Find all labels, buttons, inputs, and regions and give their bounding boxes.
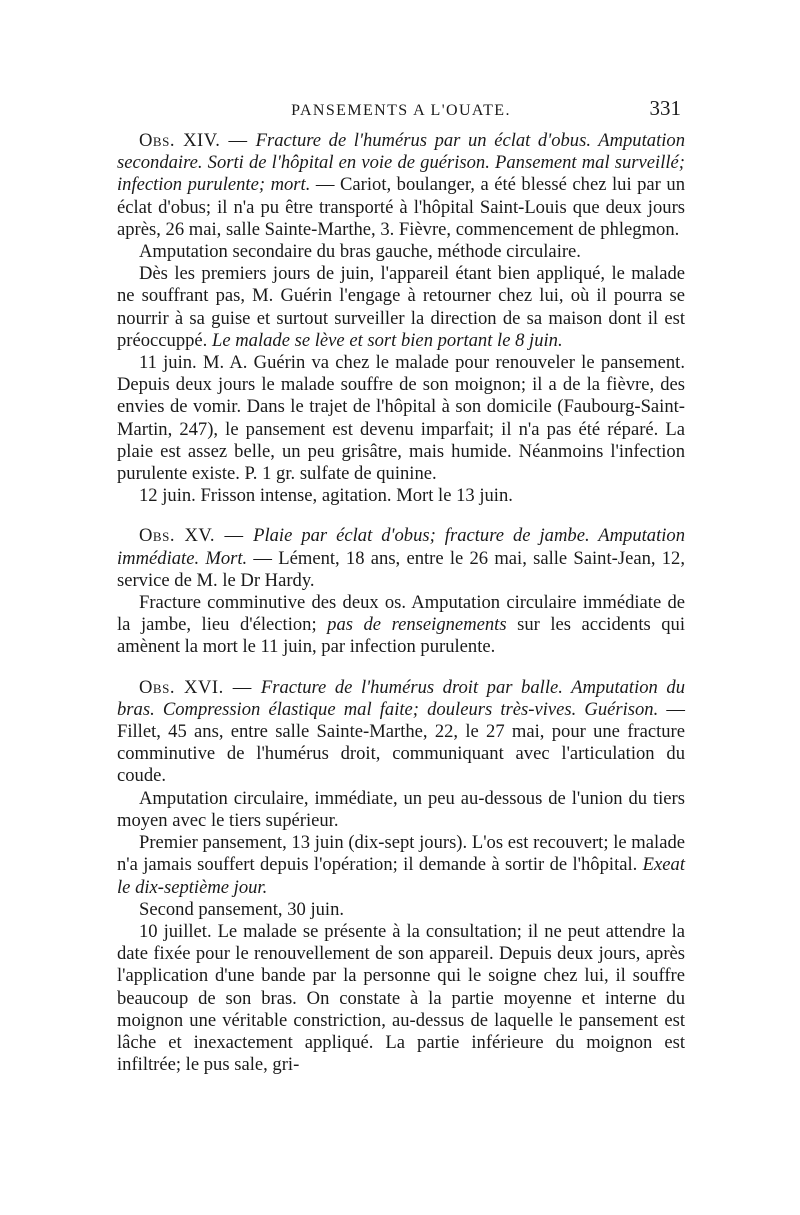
observation-number: Obs. XIV. —	[139, 130, 256, 151]
paragraph-text: Fracture comminutive des deux os. Amputation circulaire immédiate de la jambe, lieu d'élection;	[117, 592, 685, 636]
paragraph	[117, 832, 685, 899]
paragraph	[117, 263, 685, 352]
paragraph: Amputation circulaire, immédiate, un peu au-dessous de l'union du tiers moyen avec le tiers supérieur.	[117, 787, 685, 831]
paragraph: Amputation secondaire du bras gauche, méthode circulaire.	[139, 241, 581, 263]
running-title: PANSEMENTS A L'OUATE.	[291, 102, 511, 119]
observation-14-heading	[117, 130, 685, 241]
observation-16-heading	[117, 677, 685, 788]
paragraph-text: Dès les premiers jours de juin, l'appareil étant bien appliqué, le malade ne souffrant pas, M. Guérin l'engage à retourner chez lui, où il pourra se nourrir à sa guise et surtout surveiller la direction de sa maison dont il est préoccuppé.	[117, 263, 685, 351]
observation-title: Fracture de l'humérus droit par balle. Amputation du bras. Compression élastique mal faite; douleurs très-vives. Guérison.	[117, 676, 685, 720]
observation-title: Plaie par éclat d'obus; fracture de jambe. Amputation immédiate. Mort.	[117, 525, 686, 569]
paragraph-italic: Le malade se lève et sort bien portant le 8 juin.	[211, 329, 563, 351]
paragraph-italic: Exeat le dix-septième jour.	[117, 854, 685, 898]
page-body	[117, 130, 685, 1076]
observation-15-heading	[117, 525, 685, 592]
paragraph-text: Premier pansement, 13 juin (dix-sept jours). L'os est recouvert; le malade n'a jamais souffert depuis l'opération; il demande à sortir de l'hôpital.	[117, 832, 685, 876]
page-number: 331	[649, 96, 681, 120]
observation-text: — Fillet, 45 ans, entre salle Sainte-Marthe, 22, le 27 mai, pour une fracture comminutive de l'humérus droit, communiquant avec l'articulation du coude.	[117, 698, 686, 787]
book-page	[117, 96, 685, 1076]
observation-title: Fracture de l'humérus par un éclat d'obus. Amputation secondaire. Sorti de l'hôpital en voie de guérison. Pansement mal surveillé; infection purulente; mort.	[117, 130, 685, 196]
running-header	[117, 96, 685, 130]
paragraph	[117, 592, 685, 659]
observation-number: Obs. XVI. —	[139, 676, 261, 698]
paragraph: 11 juin. M. A. Guérin va chez le malade pour renouveler le pansement. Depuis deux jours le malade souffre de son moignon; il a de la fièvre, des envies de vomir. Dans le trajet de l'hôpital à son domicile (Faubourg-Saint-Martin, 247), le pansement est devenu imparfait; il n'a pas été réparé. La plaie est assez belle, un peu grisâtre, mais humide. Néanmoins l'infection purulente existe. P. 1 gr. sulfate de quinine.	[117, 352, 685, 485]
paragraph-italic: pas de renseignements	[327, 614, 507, 636]
observation-text: — Cariot, boulanger, a été blessé chez lui par un éclat d'obus; il n'a pu être transporté à l'hôpital Saint-Louis que deux jours après, 26 mai, salle Sainte-Marthe, 3. Fièvre, commencement de phlegmon.	[117, 174, 685, 240]
observation-number: Obs. XV. —	[139, 525, 254, 547]
paragraph-text: sur les accidents qui amènent la mort le 11 juin, par infection purulente.	[117, 614, 686, 658]
observation-text: — Lément, 18 ans, entre le 26 mai, salle Saint-Jean, 12, service de M. le Dr Hardy.	[117, 547, 686, 591]
paragraph: 12 juin. Frisson intense, agitation. Mort le 13 juin.	[139, 485, 513, 507]
paragraph: Second pansement, 30 juin.	[139, 898, 345, 920]
paragraph: 10 juillet. Le malade se présente à la consultation; il ne peut attendre la date fixée pour le renouvellement de son appareil. Depuis deux jours, après l'application d'une bande par la personne qui le soigne chez lui, il souffre beaucoup de son bras. On constate à la partie moyenne et interne du moignon une véritable constriction, au-dessus de laquelle le pansement est lâche et inexactement appliqué. La partie inférieure du moignon est infiltrée; le pus sale, gri-	[117, 920, 685, 1076]
